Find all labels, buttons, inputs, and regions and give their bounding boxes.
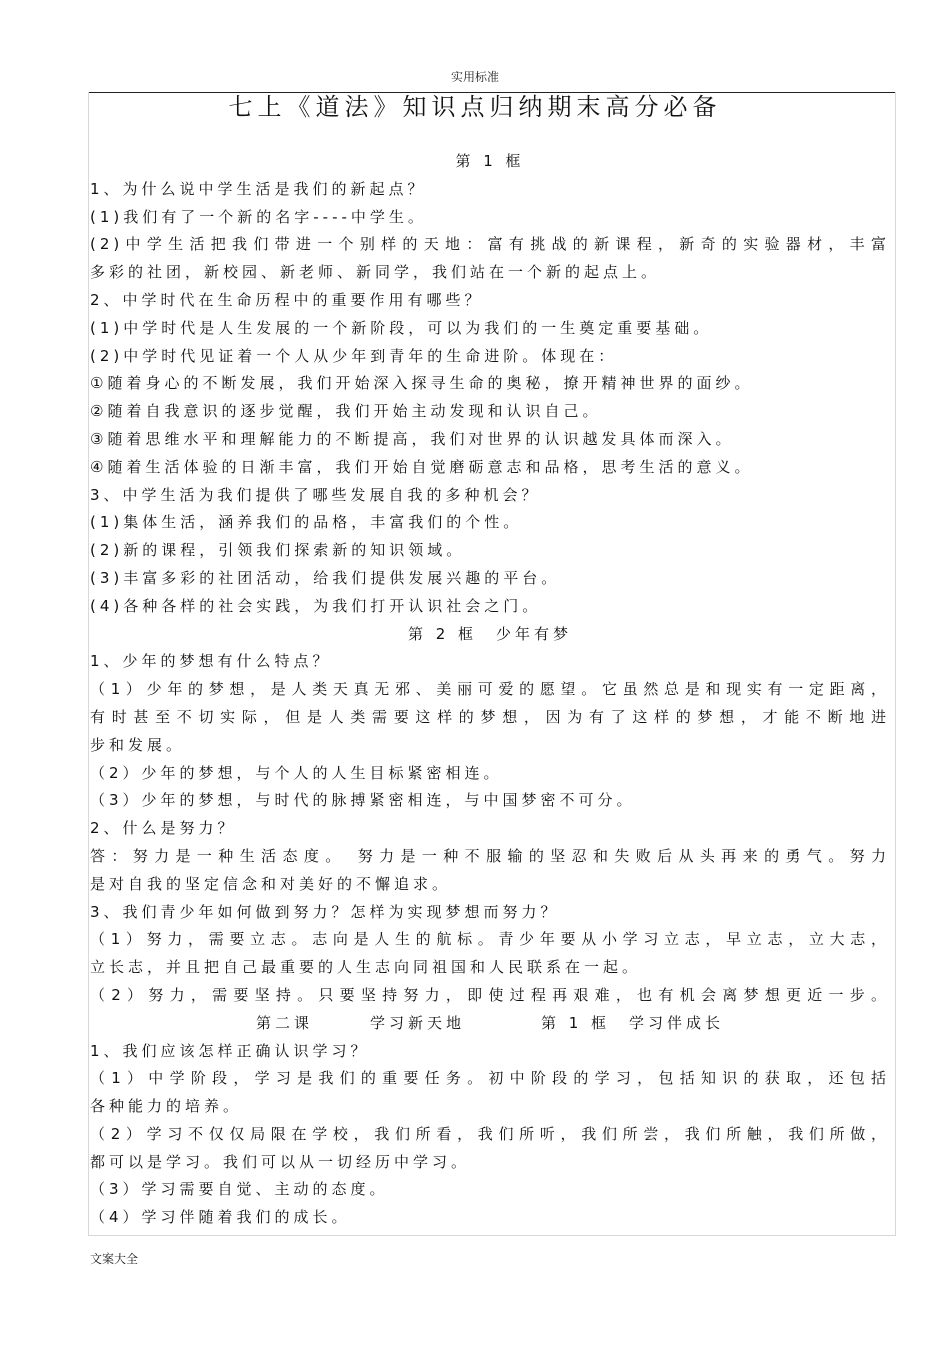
text-line: （1）少年的梦想，是人类天真无邪、美丽可爱的愿望。它虽然总是和现实有一定距离， — [90, 680, 890, 699]
text-line: 各种能力的培养。 — [90, 1097, 243, 1116]
text-line: ④随着生活体验的日渐丰富，我们开始自觉磨砺意志和品格，思考生活的意义。 — [90, 457, 754, 476]
page-footer: 文案大全 — [90, 1252, 139, 1266]
text-line: 2、什么是努力？ — [90, 819, 237, 838]
text-line: (1)中学时代是人生发展的一个新阶段，可以为我们的一生奠定重要基础。 — [90, 318, 713, 337]
text-line: （1）努力，需要立志。志向是人生的航标。青少年要从小学习立志，早立志，立大志， — [90, 930, 890, 949]
text-line: 1、少年的梦想有什么特点？ — [90, 652, 332, 671]
page-header: 实用标准 — [450, 70, 499, 84]
text-line: 3、我们青少年如何做到努力？怎样为实现梦想而努力？ — [90, 902, 560, 921]
text-line: 1、我们应该怎样正确认识学习？ — [90, 1041, 370, 1060]
text-line: (4)各种各样的社会实践，为我们打开认识社会之门。 — [90, 596, 542, 615]
text-line: (1)我们有了一个新的名字----中学生。 — [90, 207, 427, 226]
text-line: (2)中学生活把我们带进一个别样的天地：富有挑战的新课程，新奇的实验器材，丰富 — [90, 235, 890, 254]
text-line: (2)中学时代见证着一个人从少年到青年的生命进阶。体现在： — [90, 346, 618, 365]
text-line: （2）少年的梦想，与个人的人生目标紧密相连。 — [90, 763, 503, 782]
text-line: 3、中学生活为我们提供了哪些发展自我的多种机会？ — [90, 485, 541, 504]
text-line: （3）学习需要自觉、主动的态度。 — [90, 1180, 389, 1199]
text-line: (1)集体生活，涵养我们的品格，丰富我们的个性。 — [90, 513, 523, 532]
text-line: ②随着自我意识的逐步觉醒，我们开始主动发现和认识自己。 — [90, 402, 602, 421]
text-line: 2、中学时代在生命历程中的重要作用有哪些？ — [90, 290, 484, 309]
section-heading: 第二课 学习新天地 第 1 框 学习伴成长 — [255, 1013, 725, 1032]
text-line: （4）学习伴随着我们的成长。 — [90, 1208, 351, 1227]
text-line: (3)丰富多彩的社团活动，给我们提供发展兴趣的平台。 — [90, 568, 561, 587]
text-line: 1、为什么说中学生活是我们的新起点？ — [90, 179, 427, 198]
section-heading: 第 1 框 — [455, 152, 525, 170]
text-line: 都可以是学习。我们可以从一切经历中学习。 — [90, 1152, 471, 1171]
text-line: 有时甚至不切实际，但是人类需要这样的梦想，因为有了这样的梦想，才能不断地进 — [90, 707, 890, 726]
text-line: (2)新的课程，引领我们探索新的知识领域。 — [90, 541, 466, 560]
text-line: 多彩的社团，新校园、新老师、新同学，我们站在一个新的起点上。 — [90, 263, 661, 282]
section-heading: 第 2 框 少年有梦 — [407, 624, 573, 643]
text-line: ①随着身心的不断发展，我们开始深入探寻生命的奥秘，撩开精神世界的面纱。 — [90, 374, 754, 393]
text-line: ③随着思维水平和理解能力的不断提高，我们对世界的认识越发具体而深入。 — [90, 429, 735, 448]
text-line: （1）中学阶段，学习是我们的重要任务。初中阶段的学习，包括知识的获取，还包括 — [90, 1069, 890, 1088]
text-line: （2）学习不仅仅局限在学校，我们所看，我们所听，我们所尝，我们所触，我们所做， — [90, 1124, 890, 1143]
text-line: 答：努力是一种生活态度。 努力是一种不服输的坚忍和失败后从头再来的勇气。努力 — [90, 846, 890, 865]
text-line: 是对自我的坚定信念和对美好的不懈追求。 — [90, 874, 452, 893]
text-line: （3）少年的梦想，与时代的脉搏紧密相连，与中国梦密不可分。 — [90, 791, 636, 810]
text-line: 立长志，并且把自己最重要的人生志向同祖国和人民联系在一起。 — [90, 958, 642, 977]
text-line: （2）努力，需要坚持。只要坚持努力，即使过程再艰难，也有机会离梦想更近一步。 — [90, 985, 890, 1004]
document-body — [90, 148, 890, 1232]
document-title: 七上《道法》知识点归纳期末高分必备 — [228, 93, 722, 121]
text-line: 步和发展。 — [90, 735, 186, 754]
